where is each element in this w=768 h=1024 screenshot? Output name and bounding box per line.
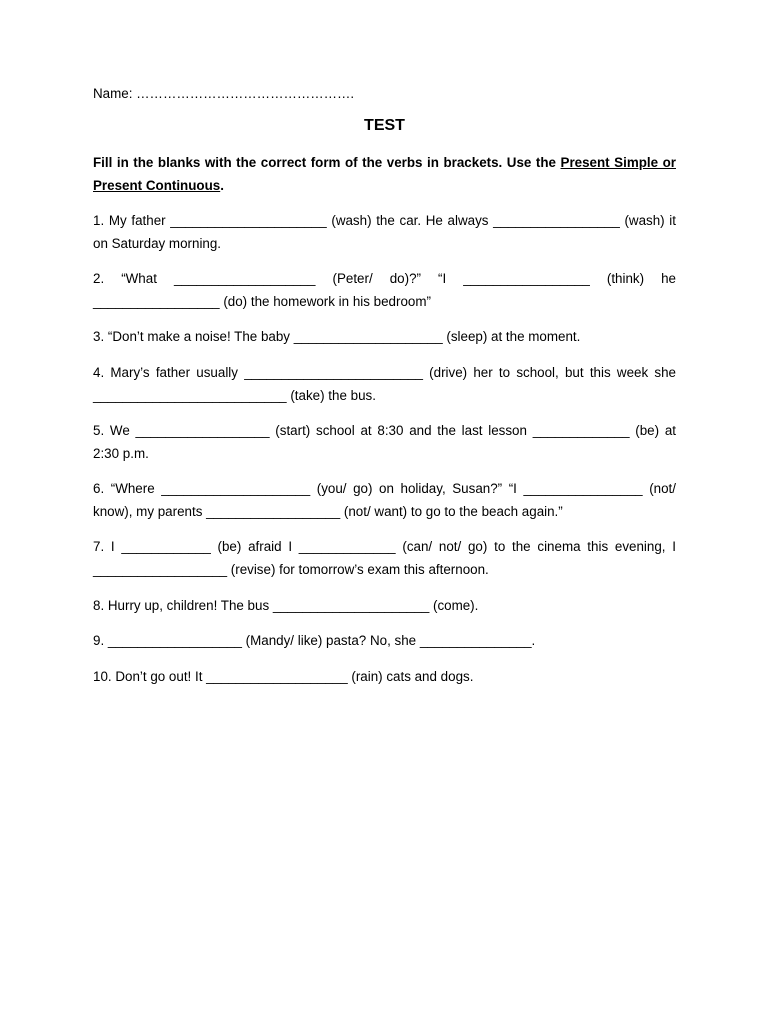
question-10: 10. Don’t go out! It ___________________ (rain) cats and dogs. [93, 669, 474, 684]
question-4: 4. Mary’s father usually ________________________ (drive) her to school, but this week she __________________________ (take) the bus. [93, 365, 676, 403]
question-7: 7. I ____________ (be) afraid I _____________ (can/ not/ go) to the cinema this evening, I __________________ (revise) for tomorrow’s exam this afternoon. [93, 539, 676, 577]
question-6: 6. “Where ____________________ (you/ go) on holiday, Susan?” “I ________________ (not/ know), my parents __________________ (not/ want) to go to the beach again.” [93, 481, 676, 519]
page-title: TEST [364, 117, 405, 134]
question-9: 9. __________________ (Mandy/ like) pasta? No, she _______________. [93, 633, 536, 648]
instructions-period: . [220, 178, 224, 193]
instructions [93, 151, 676, 197]
question-8: 8. Hurry up, children! The bus _____________________ (come). [93, 598, 479, 613]
instructions-tenses: Present Simple or Present Continuous [93, 155, 676, 193]
name-line: Name: …………………………………………. [93, 86, 355, 101]
question-1: 1. My father _____________________ (wash) the car. He always _________________ (wash) it on Saturday morning. [93, 213, 676, 251]
instructions-text: Fill in the blanks with the correct form of the verbs in brackets. Use the [93, 155, 561, 170]
question-2: 2. “What ___________________ (Peter/ do)?” “I _________________ (think) he _________________ (do) the homework in his bedroom” [93, 271, 676, 309]
question-3: 3. “Don’t make a noise! The baby ____________________ (sleep) at the moment. [93, 329, 581, 344]
question-5: 5. We __________________ (start) school at 8:30 and the last lesson _____________ (be) at 2:30 p.m. [93, 423, 676, 461]
